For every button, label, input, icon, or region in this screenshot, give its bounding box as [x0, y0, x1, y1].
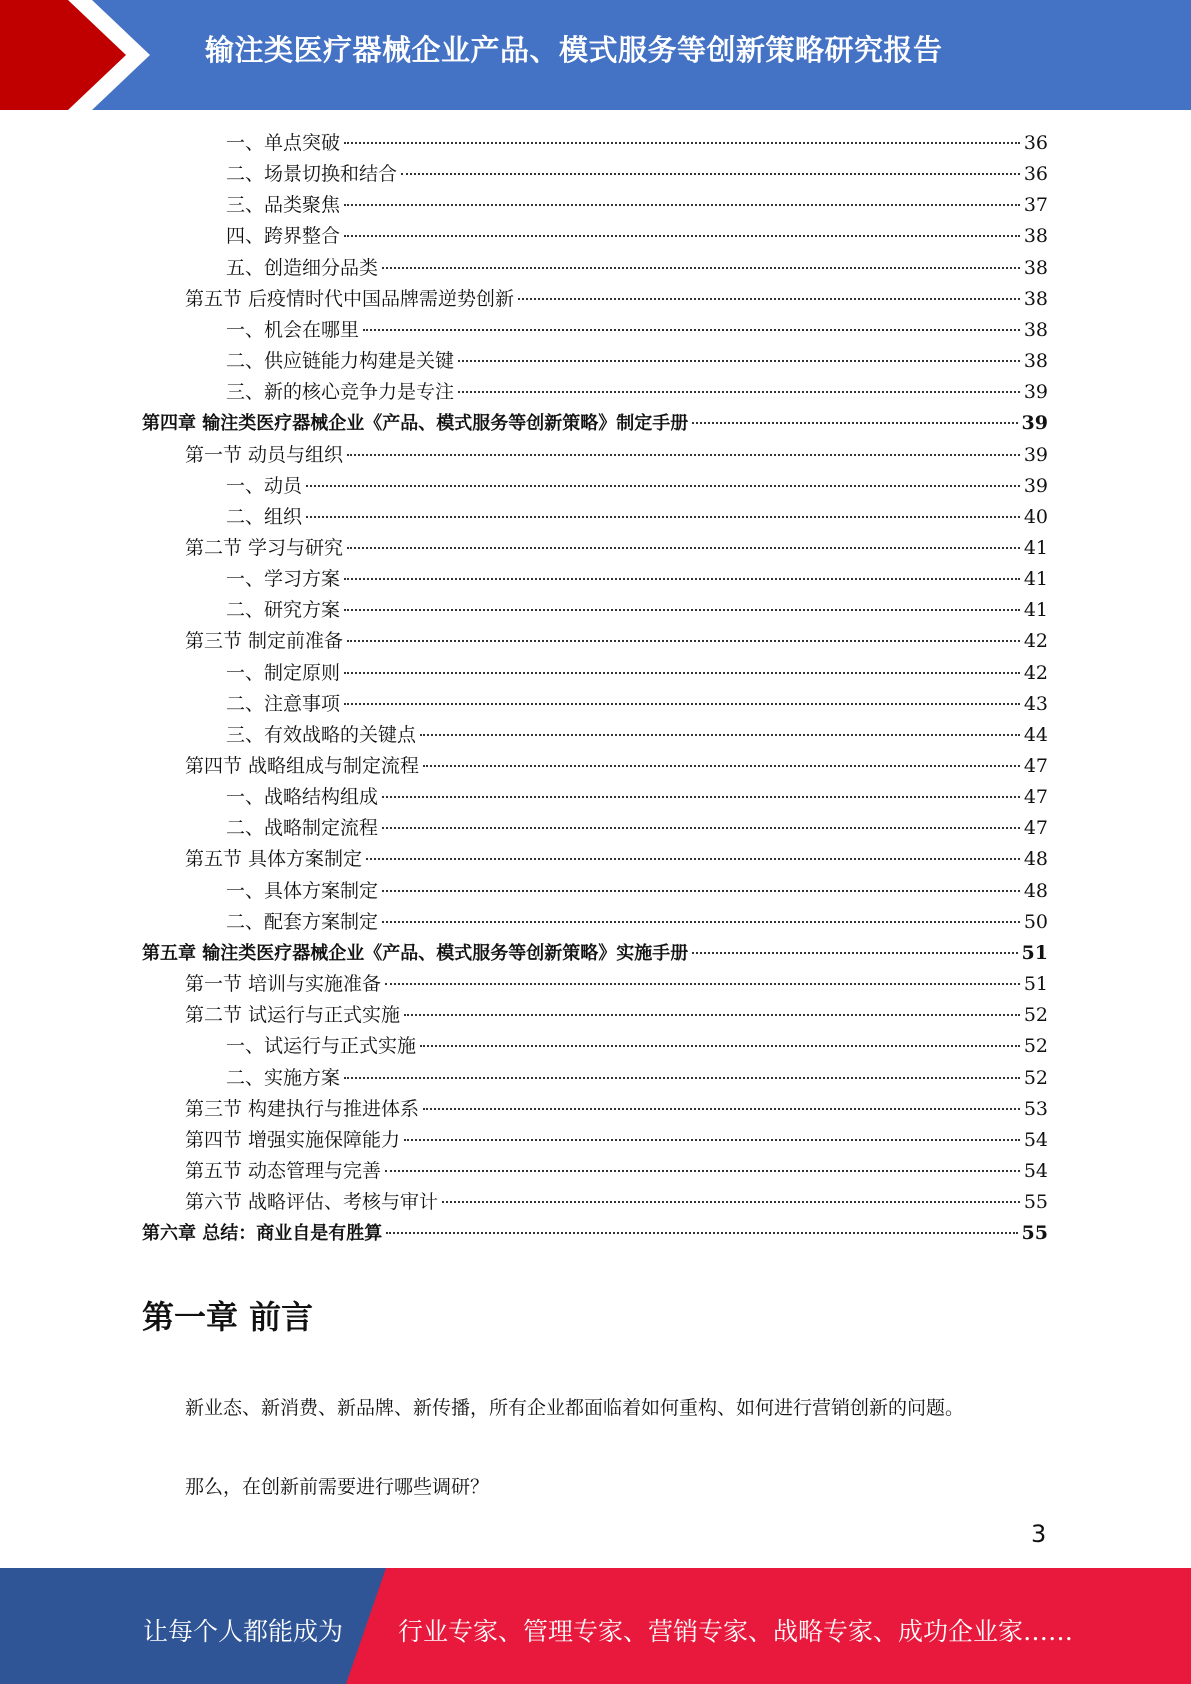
toc-section-entry[interactable]	[185, 1156, 1048, 1187]
toc-subsection-entry[interactable]	[226, 876, 1048, 907]
body-paragraph: 那么，在创新前需要进行哪些调研？	[185, 1476, 490, 1498]
toc-entry-label: 第五节 动态管理与完善	[185, 1159, 382, 1182]
toc-dot-leader	[344, 203, 1020, 206]
toc-subsection-entry[interactable]	[226, 502, 1048, 533]
toc-entry-page: 52	[1023, 1035, 1048, 1058]
toc-chapter-entry[interactable]	[142, 408, 1048, 439]
toc-subsection-entry[interactable]	[226, 1063, 1048, 1094]
toc-section-entry[interactable]	[185, 1000, 1048, 1031]
toc-dot-leader	[423, 1107, 1020, 1110]
toc-section-entry[interactable]	[185, 1125, 1048, 1156]
toc-entry-label: 一、机会在哪里	[226, 318, 360, 341]
toc-dot-leader	[306, 515, 1020, 518]
toc-dot-leader	[386, 1231, 1017, 1234]
toc-entry-label: 一、动员	[226, 474, 303, 497]
toc-subsection-entry[interactable]	[226, 813, 1048, 844]
toc-section-entry[interactable]	[185, 440, 1048, 471]
body-paragraph: 新业态、新消费、新品牌、新传播，所有企业都面临着如何重构、如何进行营销创新的问题。	[185, 1397, 965, 1419]
toc-entry-label: 三、有效战略的关键点	[226, 723, 417, 746]
footer-banner	[0, 1568, 1191, 1684]
toc-dot-leader	[347, 639, 1020, 642]
toc-subsection-entry[interactable]	[226, 253, 1048, 284]
toc-dot-leader	[344, 608, 1020, 611]
footer-slogan-right: 行业专家、管理专家、营销专家、战略专家、成功企业家……	[398, 1617, 1074, 1646]
toc-dot-leader	[401, 172, 1020, 175]
toc-entry-label: 第五章 输注类医疗器械企业《产品、模式服务等创新策略》实施手册	[142, 942, 689, 964]
toc-section-entry[interactable]	[185, 1187, 1048, 1218]
toc-dot-leader	[344, 141, 1020, 144]
toc-entry-label: 第六节 战略评估、考核与审计	[185, 1191, 439, 1214]
toc-subsection-entry[interactable]	[226, 907, 1048, 938]
toc-entry-label: 四、跨界整合	[226, 225, 341, 248]
toc-entry-page: 44	[1023, 723, 1048, 746]
toc-entry-page: 47	[1023, 817, 1048, 840]
toc-entry-page: 54	[1023, 1128, 1048, 1151]
toc-dot-leader	[344, 1076, 1020, 1079]
toc-entry-label: 第四节 增强实施保障能力	[185, 1128, 401, 1151]
toc-entry-label: 一、战略结构组成	[226, 786, 379, 809]
toc-entry-page: 39	[1021, 412, 1048, 435]
header-chevron-icon	[0, 0, 160, 110]
toc-chapter-entry[interactable]	[142, 938, 1048, 969]
toc-entry-page: 53	[1023, 1097, 1048, 1120]
chapter-heading: 第一章 前言	[142, 1298, 314, 1336]
toc-entry-page: 42	[1023, 630, 1048, 653]
toc-dot-leader	[458, 390, 1020, 393]
toc-entry-page: 38	[1023, 256, 1048, 279]
toc-entry-page: 50	[1023, 910, 1048, 933]
page-number: 3	[1031, 1520, 1047, 1548]
toc-dot-leader	[344, 577, 1020, 580]
toc-section-entry[interactable]	[185, 1094, 1048, 1125]
toc-subsection-entry[interactable]	[226, 564, 1048, 595]
toc-entry-label: 二、研究方案	[226, 599, 341, 622]
toc-entry-label: 三、品类聚焦	[226, 194, 341, 217]
toc-entry-page: 38	[1023, 225, 1048, 248]
toc-dot-leader	[518, 297, 1020, 300]
toc-entry-label: 二、组织	[226, 505, 303, 528]
toc-entry-page: 51	[1021, 941, 1048, 964]
toc-dot-leader	[382, 266, 1020, 269]
toc-entry-label: 二、供应链能力构建是关键	[226, 350, 455, 373]
toc-entry-page: 37	[1023, 194, 1048, 217]
toc-dot-leader	[382, 889, 1020, 892]
toc-entry-page: 55	[1021, 1222, 1048, 1245]
toc-entry-label: 第三节 构建执行与推进体系	[185, 1097, 420, 1120]
toc-entry-page: 39	[1023, 443, 1048, 466]
toc-entry-page: 38	[1023, 287, 1048, 310]
toc-entry-label: 第二节 学习与研究	[185, 536, 344, 559]
toc-entry-label: 一、试运行与正式实施	[226, 1035, 417, 1058]
toc-subsection-entry[interactable]	[226, 190, 1048, 221]
toc-subsection-entry[interactable]	[226, 159, 1048, 190]
toc-dot-leader	[363, 328, 1020, 331]
toc-entry-page: 38	[1023, 318, 1048, 341]
toc-subsection-entry[interactable]	[226, 720, 1048, 751]
toc-dot-leader	[382, 795, 1020, 798]
toc-entry-page: 47	[1023, 786, 1048, 809]
toc-entry-label: 二、场景切换和结合	[226, 163, 398, 186]
toc-entry-page: 52	[1023, 1066, 1048, 1089]
toc-entry-page: 36	[1023, 132, 1048, 154]
toc-subsection-entry[interactable]	[226, 471, 1048, 502]
toc-dot-leader	[420, 1044, 1020, 1047]
toc-entry-page: 39	[1023, 474, 1048, 497]
toc-entry-label: 一、制定原则	[226, 661, 341, 684]
toc-entry-page: 47	[1023, 755, 1048, 777]
toc-entry-page: 39	[1023, 381, 1048, 404]
toc-dot-leader	[385, 1169, 1020, 1172]
toc-subsection-entry[interactable]	[226, 128, 1048, 159]
toc-entry-page: 43	[1023, 692, 1048, 715]
toc-dot-leader	[347, 546, 1020, 549]
toc-entry-label: 三、新的核心竞争力是专注	[226, 381, 455, 404]
toc-dot-leader	[366, 857, 1020, 860]
toc-section-entry[interactable]	[185, 533, 1048, 564]
toc-section-entry[interactable]	[185, 626, 1048, 657]
toc-entry-label: 第五节 后疫情时代中国品牌需逆势创新	[185, 287, 515, 310]
toc-dot-leader	[420, 733, 1020, 736]
toc-dot-leader	[382, 826, 1020, 829]
toc-entry-label: 第一节 培训与实施准备	[185, 973, 382, 996]
toc-entry-label: 第四章 输注类医疗器械企业《产品、模式服务等创新策略》制定手册	[142, 413, 689, 435]
toc-subsection-entry[interactable]	[226, 346, 1048, 377]
toc-entry-label: 第五节 具体方案制定	[185, 848, 363, 871]
toc-entry-label: 第一节 动员与组织	[185, 443, 344, 466]
toc-entry-label: 五、创造细分品类	[226, 256, 379, 279]
toc-section-entry[interactable]	[185, 284, 1048, 315]
toc-entry-label: 二、配套方案制定	[226, 910, 379, 933]
footer-slogan-left: 让每个人都能成为	[143, 1617, 344, 1646]
toc-dot-leader	[347, 453, 1020, 456]
toc-dot-leader	[423, 764, 1020, 767]
report-title: 输注类医疗器械企业产品、模式服务等创新策略研究报告	[205, 33, 943, 67]
toc-entry-label: 二、注意事项	[226, 692, 341, 715]
toc-entry-label: 第四节 战略组成与制定流程	[185, 755, 420, 777]
toc-dot-leader	[442, 1200, 1020, 1203]
toc-subsection-entry[interactable]	[226, 315, 1048, 346]
toc-entry-label: 第二节 试运行与正式实施	[185, 1004, 401, 1027]
toc-entry-label: 一、单点突破	[226, 132, 341, 154]
toc-entry-page: 48	[1023, 879, 1048, 902]
toc-dot-leader	[344, 671, 1020, 674]
toc-dot-leader	[458, 359, 1020, 362]
toc-subsection-entry[interactable]	[226, 658, 1048, 689]
toc-dot-leader	[404, 1013, 1020, 1016]
toc-entry-page: 41	[1023, 599, 1048, 622]
toc-entry-page: 42	[1023, 661, 1048, 684]
toc-subsection-entry[interactable]	[226, 221, 1048, 252]
toc-dot-leader	[692, 951, 1017, 954]
toc-dot-leader	[344, 702, 1020, 705]
toc-subsection-entry[interactable]	[226, 1031, 1048, 1062]
toc-entry-label: 第六章 总结：商业自是有胜算	[142, 1223, 383, 1245]
toc-dot-leader	[382, 920, 1020, 923]
toc-entry-page: 51	[1023, 973, 1048, 996]
toc-entry-page: 52	[1023, 1004, 1048, 1027]
toc-entry-page: 55	[1023, 1191, 1048, 1214]
toc-section-entry[interactable]	[185, 844, 1048, 875]
toc-dot-leader	[385, 982, 1020, 985]
toc-dot-leader	[692, 421, 1017, 424]
toc-subsection-entry[interactable]	[226, 377, 1048, 408]
toc-entry-label: 一、学习方案	[226, 568, 341, 591]
toc-entry-page: 41	[1023, 568, 1048, 591]
toc-entry-page: 41	[1023, 536, 1048, 559]
toc-entry-page: 54	[1023, 1159, 1048, 1182]
toc-subsection-entry[interactable]	[226, 782, 1048, 813]
toc-dot-leader	[306, 484, 1020, 487]
toc-subsection-entry[interactable]	[226, 689, 1048, 720]
toc-entry-label: 二、实施方案	[226, 1066, 341, 1089]
toc-dot-leader	[404, 1138, 1020, 1141]
header-banner	[0, 0, 1191, 110]
toc-entry-page: 48	[1023, 848, 1048, 871]
toc-section-entry[interactable]	[185, 969, 1048, 1000]
toc-entry-label: 第三节 制定前准备	[185, 630, 344, 653]
toc-entry-label: 一、具体方案制定	[226, 879, 379, 902]
toc-dot-leader	[344, 234, 1020, 237]
toc-chapter-entry[interactable]	[142, 1218, 1048, 1249]
toc-subsection-entry[interactable]	[226, 595, 1048, 626]
toc-entry-page: 38	[1023, 350, 1048, 373]
toc-entry-label: 二、战略制定流程	[226, 817, 379, 840]
toc-entry-page: 40	[1023, 505, 1048, 528]
toc-section-entry[interactable]	[185, 751, 1048, 782]
toc-entry-page: 36	[1023, 163, 1048, 186]
